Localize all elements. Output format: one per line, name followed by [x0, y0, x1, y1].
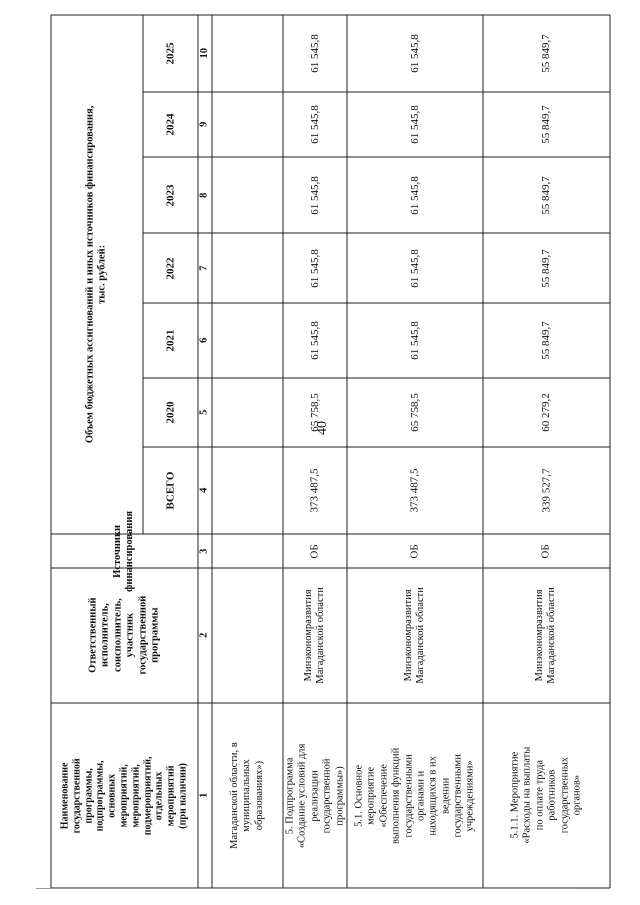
row-1-value-5 — [283, 92, 347, 157]
column-number-5 — [198, 378, 212, 447]
column-number-10-text: 10 — [198, 48, 210, 59]
row-2-value-6 — [347, 15, 483, 92]
row-2-name — [347, 703, 483, 888]
row-0-value-4 — [212, 157, 283, 233]
row-3-value-6-text: 55 849,7 — [540, 34, 553, 73]
column-number-6 — [198, 303, 212, 378]
header-year-2 — [143, 303, 198, 378]
row-2-value-1 — [347, 378, 483, 447]
header-name-cell — [51, 703, 198, 888]
row-0-executor — [212, 568, 283, 703]
header-source-cell — [51, 510, 198, 592]
row-2-value-6-text: 61 545,8 — [408, 34, 421, 73]
header-year-3 — [143, 233, 198, 303]
header-year-1 — [143, 378, 198, 447]
column-number-3-text: 3 — [198, 548, 210, 554]
row-2-value-1-text: 65 758,5 — [408, 393, 421, 432]
column-number-1-text: 1 — [198, 792, 210, 799]
row-3-source-text: ОБ — [540, 543, 553, 559]
column-number-7 — [198, 233, 212, 303]
column-number-7-text: 7 — [198, 265, 210, 271]
column-number-1 — [198, 703, 212, 888]
row-3-name — [483, 703, 610, 888]
row-1-value-4 — [283, 157, 347, 233]
column-number-3 — [198, 534, 212, 568]
row-1-value-3-text: 61 545,8 — [308, 248, 321, 288]
row-3-name-text: 5.1.1. Мероприятие «Расходы на выплаты по оплате труда работников государственных органов» — [509, 747, 583, 844]
row-3-value-5 — [483, 92, 610, 157]
column-number-6-text: 6 — [198, 337, 210, 344]
row-2-name-text: 5.1. Основное мероприятие «Обеспечение выполнения функций государственными органами и находящихся в их ведении государственными учреждениями» — [353, 747, 476, 844]
row-2-executor — [347, 568, 483, 703]
header-year-1-text: 2020 — [164, 401, 177, 424]
row-1-value-1-text: 65 758,5 — [308, 393, 321, 432]
column-number-2-text: 2 — [198, 632, 210, 639]
row-1-value-6-text: 61 545,8 — [308, 34, 321, 73]
row-1-executor-text: Минэкономразвития Магаданской области — [302, 587, 327, 684]
column-number-4 — [198, 447, 212, 534]
row-1-value-2 — [283, 303, 347, 378]
row-0-value-2 — [212, 303, 283, 378]
row-3-source — [483, 534, 610, 568]
row-3-value-5-text: 55 849,7 — [540, 105, 553, 144]
row-2-value-4-text: 61 545,8 — [408, 175, 421, 215]
header-source-cell-text: Источники финансирования — [112, 510, 136, 592]
header-year-6 — [143, 15, 198, 92]
row-1-value-2-text: 61 545,8 — [308, 321, 321, 360]
row-0-value-6 — [212, 15, 283, 92]
row-3-value-4 — [483, 157, 610, 233]
row-2-value-2-text: 61 545,8 — [408, 321, 421, 360]
header-name-cell-text: Наименование государственной программы, подпрограммы, основных мероприятий, мероприятий, подмероприятий, отдельных мероприятий (при наличии) — [59, 756, 189, 835]
column-number-10 — [198, 15, 212, 92]
row-1-name — [283, 703, 347, 888]
header-year-5 — [143, 92, 198, 157]
row-3-value-1-text: 60 279,2 — [540, 393, 553, 432]
header-year-3-text: 2022 — [164, 257, 177, 279]
row-2-value-3 — [347, 233, 483, 303]
header-year-6-text: 2025 — [164, 42, 177, 65]
row-3-executor-text: Минэкономразвития Магаданской области — [534, 587, 558, 684]
column-number-4-text: 4 — [198, 487, 210, 494]
row-0-value-3 — [212, 233, 283, 303]
row-2-value-3-text: 61 545,8 — [408, 248, 421, 288]
page-bottom-rule — [36, 888, 576, 889]
row-0-source — [212, 534, 283, 568]
row-3-value-2 — [483, 303, 610, 378]
row-2-value-5 — [347, 92, 483, 157]
header-year-2-text: 2021 — [164, 329, 177, 352]
column-number-8 — [198, 157, 212, 233]
header-volume-cell-text: Объем бюджетных ассигнований и иных источников финансирования, тыс. рублей: — [84, 105, 109, 444]
row-3-value-3 — [483, 233, 610, 303]
row-1-value-3 — [283, 233, 347, 303]
column-number-9 — [198, 92, 212, 157]
row-0-name-text: Магаданской области, в муниципальных образованиях») — [228, 742, 265, 849]
row-2-executor-text: Минэкономразвития Магаданской области — [402, 587, 426, 684]
row-1-name-text: 5. Подпрограмма «Создание условий для реализации государственной программы») — [284, 743, 345, 848]
row-1-value-1 — [283, 378, 347, 447]
row-1-value-4-text: 61 545,8 — [308, 175, 321, 215]
row-2-value-4 — [347, 157, 483, 233]
row-1-executor — [283, 568, 347, 703]
row-3-executor — [483, 568, 610, 703]
row-3-value-1 — [483, 378, 610, 447]
column-number-2 — [198, 568, 212, 703]
row-0-value-0 — [212, 447, 283, 534]
header-year-4-text: 2023 — [164, 184, 177, 206]
row-3-value-3-text: 55 849,7 — [540, 248, 553, 288]
row-1-source-text: ОБ — [308, 543, 321, 559]
row-2-source-text: ОБ — [408, 543, 421, 559]
row-2-source — [347, 534, 483, 568]
row-1-value-0-text: 373 487,5 — [308, 468, 321, 513]
column-number-9-text: 9 — [198, 121, 210, 128]
row-3-value-4-text: 55 849,7 — [540, 175, 553, 215]
column-number-8-text: 8 — [198, 192, 210, 198]
header-year-4 — [143, 157, 198, 233]
row-0-name — [212, 703, 283, 888]
row-3-value-0-text: 339 527,7 — [540, 468, 553, 513]
row-2-value-2 — [347, 303, 483, 378]
row-3-value-0 — [483, 447, 610, 534]
header-executor-cell-text: Ответственный исполнитель, соисполнитель, участник государственной программы — [87, 596, 161, 675]
row-3-value-2-text: 55 849,7 — [540, 321, 553, 360]
row-3-value-6 — [483, 15, 610, 92]
row-1-value-6 — [283, 15, 347, 92]
row-0-value-1 — [212, 378, 283, 447]
page-number: 40 — [315, 421, 330, 435]
header-year-0 — [143, 447, 198, 534]
column-number-5-text: 5 — [198, 409, 210, 416]
header-year-5-text: 2024 — [164, 113, 177, 136]
header-year-0-text: ВСЕГО — [164, 471, 177, 510]
row-2-value-5-text: 61 545,8 — [408, 105, 421, 144]
row-1-source — [283, 534, 347, 568]
header-volume-cell — [51, 15, 143, 534]
row-2-value-0 — [347, 447, 483, 534]
row-0-value-5 — [212, 92, 283, 157]
row-2-value-0-text: 373 487,5 — [408, 468, 421, 513]
row-1-value-5-text: 61 545,8 — [308, 105, 321, 144]
row-1-value-0 — [283, 447, 347, 534]
